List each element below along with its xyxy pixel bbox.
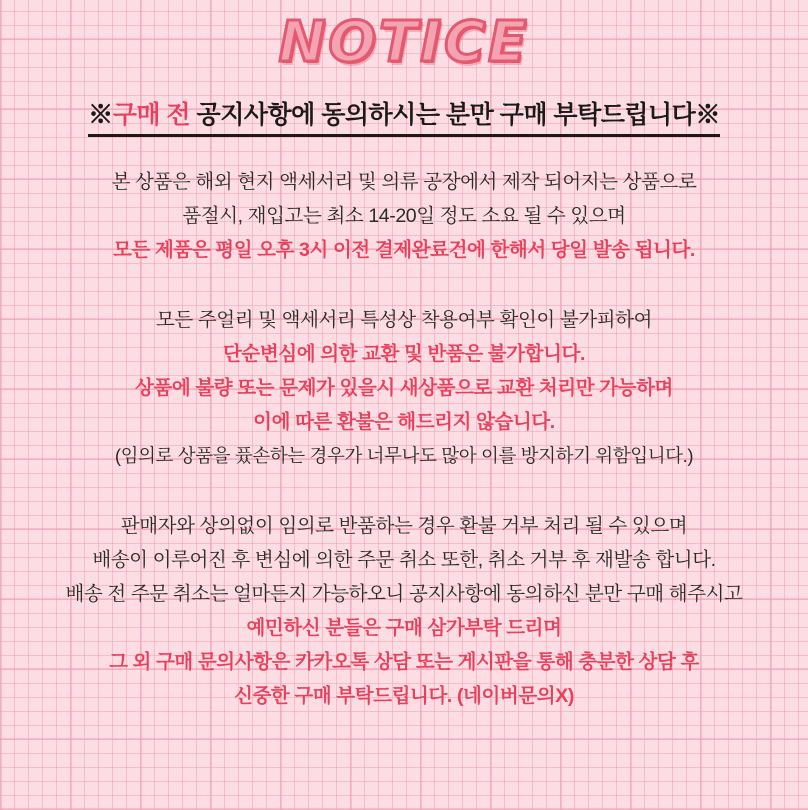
notice-line: 판매자와 상의없이 임의로 반품하는 경우 환불 거부 처리 될 수 있으며 (120, 514, 688, 537)
notice-line-emphasis: 신중한 구매 부탁드립니다. (네이버문의X) (234, 684, 574, 707)
notice-line-emphasis: 예민하신 분들은 구매 삼가부탁 드리며 (246, 616, 562, 639)
notice-line: 모든 주얼리 및 액세서리 특성상 착용여부 확인이 불가피하여 (155, 308, 653, 331)
notice-line: 배송이 이루어진 후 변심에 의한 주문 취소 또한, 취소 거부 후 재발송 합니다. (92, 548, 716, 571)
notice-section-1 (0, 165, 808, 267)
page-title: NOTICE (278, 10, 530, 75)
notice-line: 품절시, 재입고는 최소 14-20일 정도 소요 될 수 있으며 (182, 204, 626, 227)
notice-section-2 (0, 303, 808, 473)
notice-line: (임의로 상품을 퓼손하는 경우가 너무나도 많아 이를 방지하기 위함입니다.) (114, 444, 694, 466)
subtitle (88, 95, 720, 137)
notice-line: 배송 전 주문 취소는 얼마든지 가능하오니 공지사항에 동의하신 분만 구매 해주시고 (65, 582, 743, 605)
notice-line: 본 상품은 해외 현지 액세서리 및 의류 공장에서 제작 되어지는 상품으로 (111, 170, 697, 193)
notice-section-3 (0, 509, 808, 713)
notice-line-emphasis: 모든 제품은 평일 오후 3시 이전 결제완료건에 한해서 당일 발송 됩니다. (113, 238, 695, 261)
subtitle-highlight: 구매 전 (112, 100, 191, 129)
notice-line-emphasis: 이에 따른 환불은 해드리지 않습니다. (253, 410, 555, 433)
subtitle-mark: ※ (88, 100, 113, 129)
subtitle-row (88, 95, 720, 137)
subtitle-rest: 공지사항에 동의하시는 분만 구매 부탁드립니다※ (190, 100, 720, 129)
notice-line-emphasis: 그 외 구매 문의사항은 카카오톡 상담 또는 게시판을 통해 충분한 상담 후 (109, 650, 699, 673)
notice-line-emphasis: 상품에 불량 또는 문제가 있을시 새상품으로 교환 처리만 가능하며 (135, 376, 673, 399)
notice-line-emphasis: 단순변심에 의한 교환 및 반품은 불가합니다. (223, 342, 585, 365)
